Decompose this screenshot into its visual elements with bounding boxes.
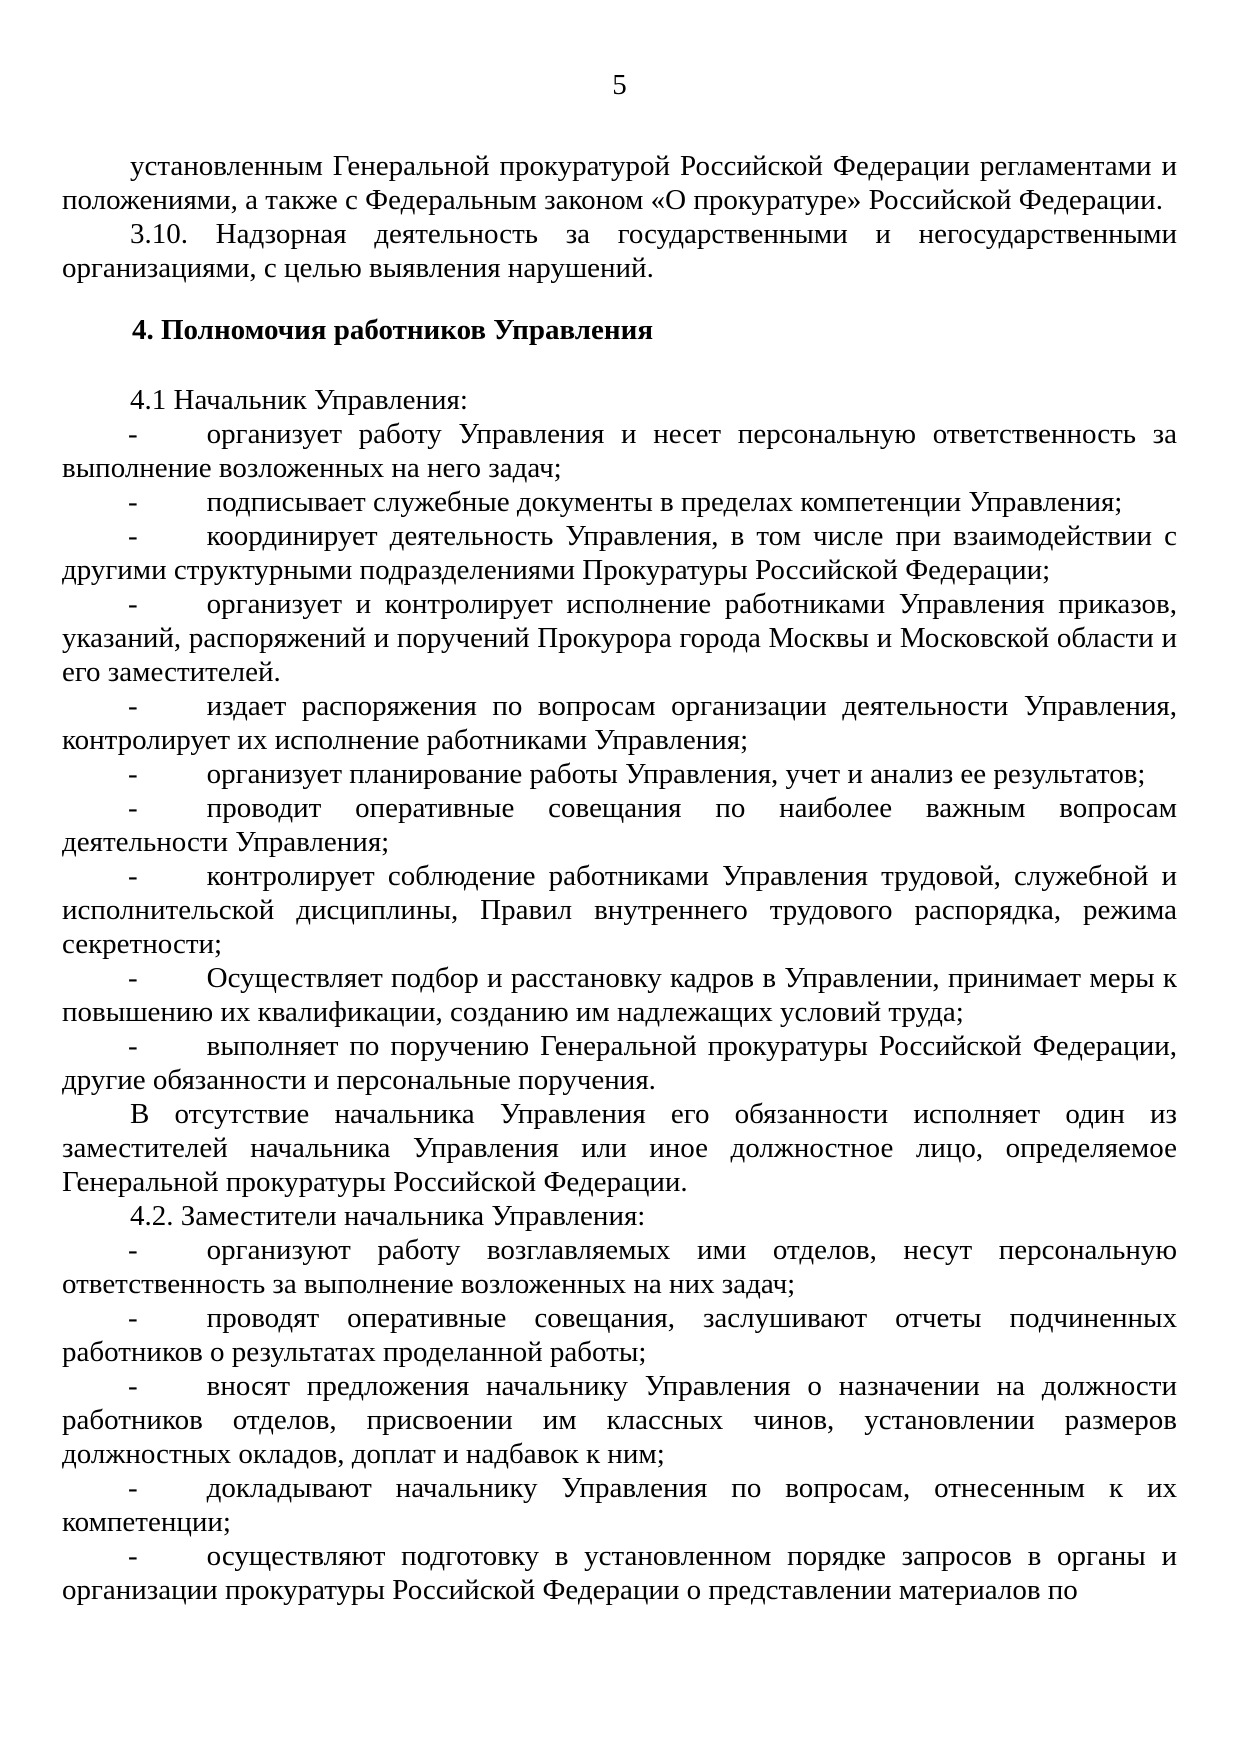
list-item [62, 1233, 1177, 1301]
list-item-text: контролирует соблюдение работниками Управления трудовой, служебной и исполнительской дисциплины, Правил внутреннего трудового распорядка, режима секретности; [62, 860, 1177, 960]
list-item [62, 859, 1177, 961]
list-item [62, 791, 1177, 859]
list-item [62, 587, 1177, 689]
list-item-text: проводят оперативные совещания, заслушивают отчеты подчиненных работников о результатах проделанной работы; [62, 1302, 1177, 1368]
list-dash: - [128, 486, 138, 518]
list-item-text: выполняет по поручению Генеральной прокуратуры Российской Федерации, другие обязанности и персональные поручения. [62, 1030, 1177, 1096]
list-item-text: организуют работу возглавляемых ими отделов, несут персональную ответственность за выполнение возложенных на них задач; [62, 1234, 1177, 1300]
list-item [62, 757, 1177, 791]
list-item [62, 485, 1177, 519]
list-item [62, 961, 1177, 1029]
paragraph-3-10: 3.10. Надзорная деятельность за государственными и негосударственными организациями, с целью выявления нарушений. [62, 218, 1177, 284]
list-dash: - [128, 588, 138, 620]
list-dash: - [128, 418, 138, 450]
paragraph-4-1: 4.1 Начальник Управления: [130, 384, 468, 416]
list-item [62, 1539, 1177, 1607]
paragraph-4-2: 4.2. Заместители начальника Управления: [130, 1200, 646, 1232]
list-dash: - [128, 1370, 138, 1402]
list-dash: - [128, 1472, 138, 1504]
list-item-text: координирует деятельность Управления, в том числе при взаимодействии с другими структурными подразделениями Прокуратуры Российской Федерации; [62, 520, 1177, 586]
list-item-text: организует и контролирует исполнение работниками Управления приказов, указаний, распоряжений и поручений Прокурора города Москвы и Московской области и его заместителей. [62, 588, 1177, 688]
paragraph-absence-note: В отсутствие начальника Управления его обязанности исполняет один из заместителей начальника Управления или иное должностное лицо, определяемое Генеральной прокуратуры Российской Федерации. [62, 1098, 1177, 1198]
list-item [62, 1369, 1177, 1471]
list-item-text: вносят предложения начальнику Управления о назначении на должности работников отделов, присвоении им классных чинов, установлении размеров должностных окладов, доплат и надбавок к ним; [62, 1370, 1177, 1470]
section-4-heading: 4. Полномочия работников Управления [132, 314, 654, 346]
list-item-text: организует планирование работы Управления, учет и анализ ее результатов; [206, 758, 1146, 790]
list-item [62, 417, 1177, 485]
list-item-text: подписывает служебные документы в пределах компетенции Управления; [206, 486, 1123, 518]
paragraph-continuation: установленным Генеральной прокуратурой Российской Федерации регламентами и положениями, а также с Федеральным законом «О прокуратуре» Российской Федерации. [62, 150, 1177, 216]
list-item [62, 689, 1177, 757]
list-item-text: осуществляют подготовку в установленном порядке запросов в органы и организации прокуратуры Российской Федерации о представлении материалов по [62, 1540, 1177, 1606]
list-item [62, 1471, 1177, 1539]
list-dash: - [128, 1234, 138, 1266]
list-dash: - [128, 1302, 138, 1334]
list-dash: - [128, 1030, 138, 1062]
list-dash: - [128, 1540, 138, 1572]
list-item-text: докладывают начальнику Управления по вопросам, отнесенным к их компетенции; [62, 1472, 1177, 1538]
list-item [62, 519, 1177, 587]
page-number: 5 [612, 69, 627, 101]
list-item-text: издает распоряжения по вопросам организации деятельности Управления, контролирует их исполнение работниками Управления; [62, 690, 1177, 756]
list-item-text: Осуществляет подбор и расстановку кадров в Управлении, принимает меры к повышению их квалификации, созданию им надлежащих условий труда; [62, 962, 1177, 1028]
list-dash: - [128, 520, 138, 552]
list-dash: - [128, 690, 138, 722]
list-item [62, 1301, 1177, 1369]
list-item [62, 1029, 1177, 1097]
list-dash: - [128, 860, 138, 892]
list-item-text: проводит оперативные совещания по наиболее важным вопросам деятельности Управления; [62, 792, 1177, 858]
list-dash: - [128, 758, 138, 790]
list-dash: - [128, 962, 138, 994]
list-dash: - [128, 792, 138, 824]
list-item-text: организует работу Управления и несет персональную ответственность за выполнение возложенных на него задач; [62, 418, 1177, 484]
